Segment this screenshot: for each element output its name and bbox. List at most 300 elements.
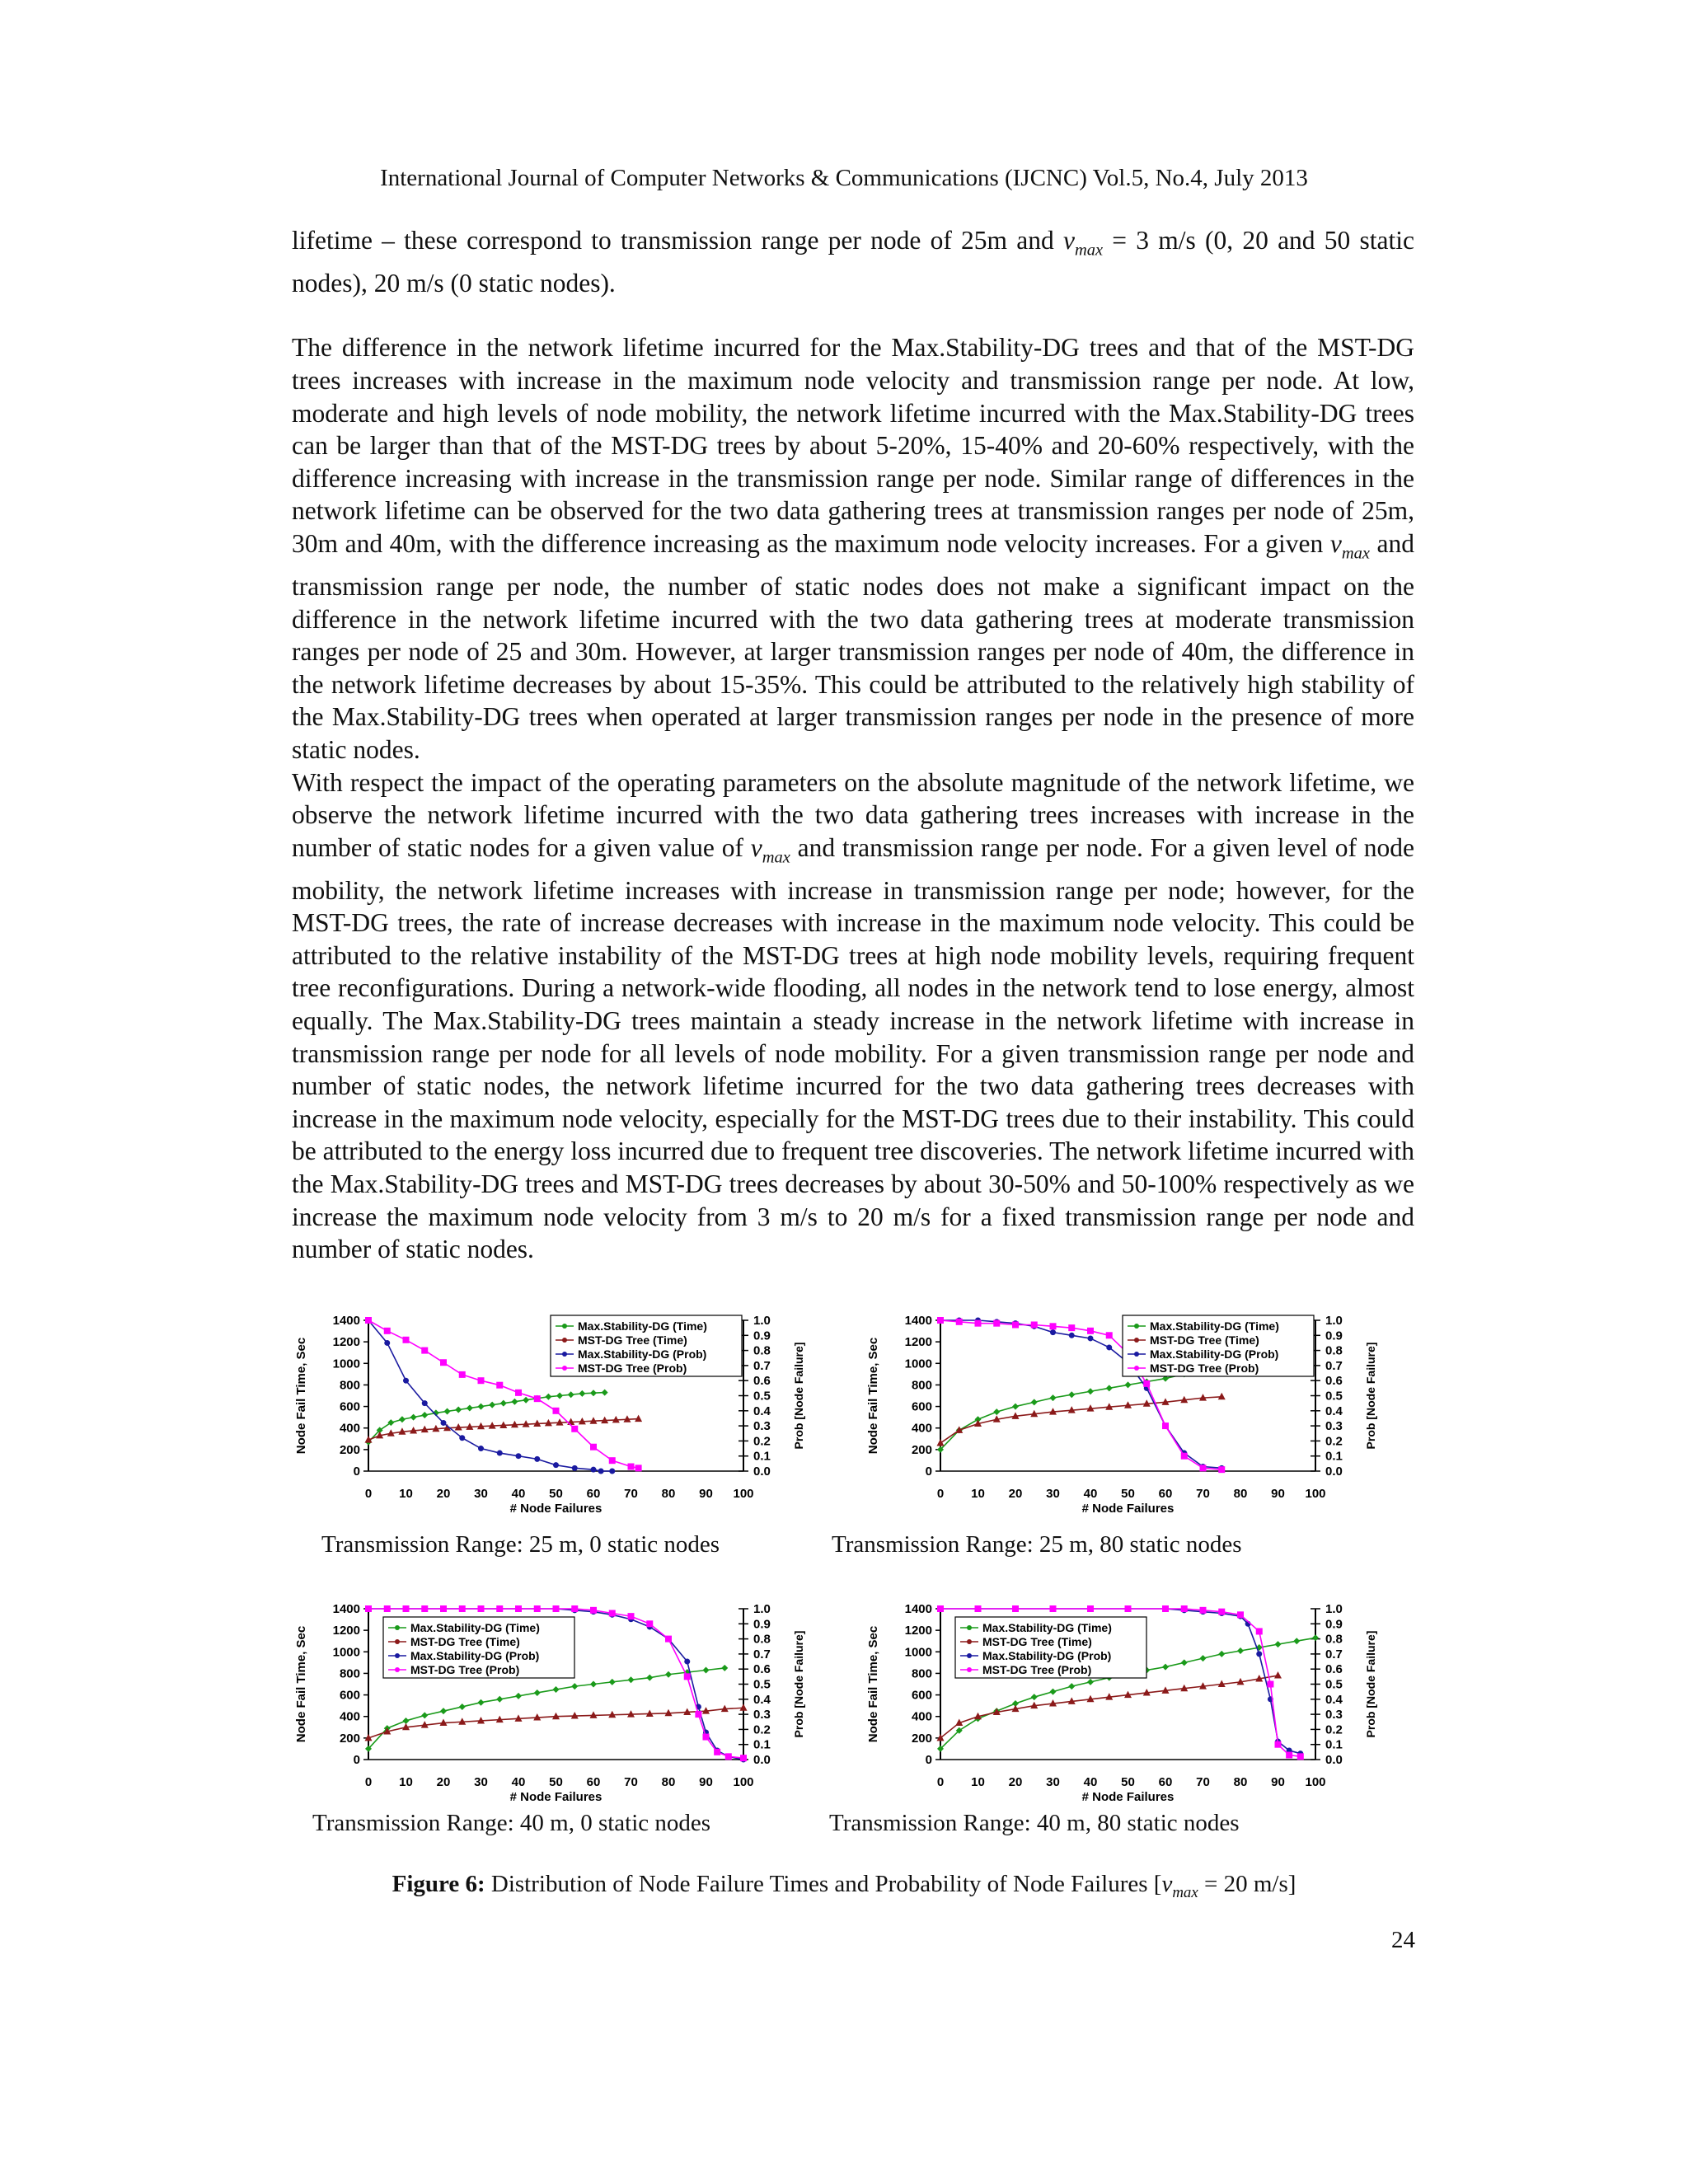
data-point (478, 1699, 485, 1706)
data-point (1031, 1321, 1038, 1328)
data-point (695, 1711, 701, 1718)
data-point (1068, 1683, 1075, 1690)
x-tick-label: 60 (586, 1487, 601, 1501)
data-point (553, 1605, 560, 1612)
y-tick-label: 1400 (332, 1602, 360, 1616)
y2-tick-label: 0.3 (753, 1419, 771, 1434)
data-point (1237, 1611, 1244, 1618)
data-point (534, 1690, 541, 1696)
y2-tick-label: 0.9 (753, 1329, 771, 1343)
data-point (403, 1718, 410, 1724)
caption-tr40-s80: Transmission Range: 40 m, 80 static nodes (829, 1810, 1240, 1836)
data-point (1312, 1634, 1319, 1641)
y-axis-label: Node Fail Time, Sec (866, 1337, 880, 1455)
data-point (1050, 1394, 1057, 1401)
data-point (1068, 1391, 1075, 1398)
x-tick-label: 50 (549, 1487, 563, 1501)
caption-tr25-s0: Transmission Range: 25 m, 0 static nodes (321, 1531, 720, 1558)
data-point (1125, 1381, 1132, 1388)
data-point (609, 1610, 616, 1616)
y2-tick-label: 0.5 (1325, 1389, 1343, 1404)
x-tick-label: 70 (1196, 1487, 1210, 1501)
legend-label: Max.Stability-DG (Time) (410, 1621, 540, 1634)
chart-tr40-s0 (290, 1599, 826, 1817)
data-point (1087, 1679, 1094, 1685)
x-tick-label: 10 (399, 1775, 413, 1789)
data-point (571, 1683, 578, 1690)
x-tick-label: 20 (1008, 1487, 1023, 1501)
data-point (602, 1390, 608, 1396)
series-line (368, 1668, 724, 1749)
data-point (545, 1394, 551, 1400)
legend-marker (395, 1625, 400, 1630)
data-point (478, 1377, 485, 1384)
data-point (975, 1605, 982, 1612)
y-axis-label: Node Fail Time, Sec (294, 1337, 308, 1455)
y-tick-label: 1000 (332, 1645, 360, 1660)
y-tick-label: 1000 (904, 1645, 932, 1660)
journal-header: International Journal of Computer Networks & Communications (IJCNC) Vol.5, No.4, July 2013 (380, 165, 1308, 191)
x-tick-label: 100 (1305, 1487, 1326, 1501)
y-tick-label: 200 (339, 1731, 360, 1746)
x-axis-label: # Node Failures (1081, 1502, 1175, 1516)
y2-tick-label: 0.4 (753, 1404, 771, 1418)
y2-tick-label: 0.8 (1325, 1343, 1343, 1358)
data-point (1218, 1609, 1225, 1615)
data-point (714, 1749, 720, 1755)
caption-tr40-s0: Transmission Range: 40 m, 0 static nodes (312, 1810, 711, 1836)
data-point (467, 1405, 473, 1412)
data-point (703, 1667, 710, 1674)
data-point (1050, 1329, 1056, 1335)
data-point (628, 1464, 635, 1470)
data-point (403, 1378, 409, 1384)
x-tick-label: 90 (1271, 1487, 1285, 1501)
data-point (410, 1414, 417, 1421)
x-tick-label: 100 (733, 1487, 754, 1501)
data-point (384, 1328, 391, 1334)
legend-marker (562, 1352, 567, 1357)
x-tick-label: 80 (1233, 1775, 1248, 1789)
data-point (740, 1755, 747, 1761)
data-point (1181, 1659, 1188, 1666)
y-tick-label: 1000 (332, 1357, 360, 1371)
y2-tick-label: 0.3 (1325, 1708, 1343, 1722)
y2-tick-label: 1.0 (1325, 1602, 1343, 1616)
y2-axis-label: Prob [Node Failure] (792, 1342, 805, 1450)
data-point (1256, 1651, 1262, 1657)
x-tick-label: 70 (624, 1487, 638, 1501)
data-point (1274, 1671, 1282, 1679)
data-point (628, 1676, 635, 1683)
x-tick-label: 70 (624, 1775, 638, 1789)
data-point (1012, 1404, 1019, 1410)
data-point (403, 1337, 410, 1343)
data-point (1200, 1607, 1207, 1614)
x-tick-label: 50 (1121, 1775, 1135, 1789)
legend-label: MST-DG Tree (Time) (410, 1635, 520, 1648)
y-tick-label: 600 (911, 1688, 932, 1703)
data-point (500, 1400, 507, 1407)
data-point (1293, 1638, 1300, 1644)
y-tick-label: 1400 (904, 1314, 932, 1328)
data-point (1162, 1605, 1169, 1612)
data-point (937, 1605, 944, 1612)
chart-tr25-s80 (862, 1310, 1398, 1529)
data-point (1256, 1628, 1263, 1634)
y2-axis-label: Prob [Node Failure] (792, 1630, 805, 1738)
data-point (721, 1665, 728, 1671)
legend-label: Max.Stability-DG (Prob) (982, 1649, 1112, 1662)
legend-marker (562, 1366, 567, 1371)
legend-marker (395, 1639, 400, 1644)
legend-label: Max.Stability-DG (Time) (578, 1319, 707, 1333)
chart-tr25-s0 (290, 1310, 826, 1529)
x-tick-label: 80 (1233, 1487, 1248, 1501)
x-axis-label: # Node Failures (1081, 1790, 1175, 1804)
series-line (940, 1675, 1278, 1738)
y2-tick-label: 0.5 (753, 1389, 771, 1404)
data-point (534, 1395, 541, 1402)
x-tick-label: 40 (1083, 1487, 1098, 1501)
data-point (937, 1317, 944, 1324)
data-point (590, 1607, 597, 1614)
legend-marker (1134, 1352, 1139, 1357)
legend-marker (395, 1667, 400, 1672)
data-point (740, 1704, 748, 1711)
y2-tick-label: 0.8 (1325, 1632, 1343, 1647)
y-tick-label: 800 (339, 1666, 360, 1681)
x-tick-label: 100 (733, 1775, 754, 1789)
data-point (516, 1453, 522, 1459)
y-tick-label: 0 (925, 1753, 932, 1767)
y2-tick-label: 0.1 (753, 1449, 771, 1464)
data-point (590, 1444, 597, 1451)
data-point (1267, 1681, 1273, 1688)
data-point (478, 1605, 485, 1612)
data-point (556, 1393, 563, 1399)
y2-tick-label: 0.3 (1325, 1419, 1343, 1434)
data-point (591, 1467, 597, 1473)
data-point (459, 1704, 466, 1710)
data-point (440, 1708, 447, 1714)
data-point (1087, 1388, 1094, 1394)
y2-tick-label: 0.1 (1325, 1737, 1343, 1752)
y-tick-label: 400 (339, 1709, 360, 1724)
data-point (534, 1605, 541, 1612)
legend-label: MST-DG Tree (Prob) (578, 1361, 687, 1375)
y2-tick-label: 0.7 (1325, 1358, 1343, 1373)
data-point (1068, 1324, 1075, 1331)
x-tick-label: 10 (971, 1775, 985, 1789)
figure-caption (0, 1871, 1688, 1902)
legend-label: Max.Stability-DG (Time) (982, 1621, 1112, 1634)
y-tick-label: 0 (353, 1753, 360, 1767)
data-point (553, 1686, 560, 1693)
data-point (553, 1408, 560, 1414)
data-point (609, 1469, 615, 1474)
y2-tick-label: 0.2 (1325, 1722, 1343, 1737)
y-tick-label: 0 (925, 1465, 932, 1479)
x-tick-label: 30 (474, 1487, 488, 1501)
data-point (725, 1753, 732, 1760)
y-tick-label: 400 (339, 1421, 360, 1436)
data-point (534, 1456, 540, 1462)
legend-label: MST-DG Tree (Time) (982, 1635, 1092, 1648)
data-point (1050, 1605, 1057, 1612)
y-tick-label: 1400 (332, 1314, 360, 1328)
y-tick-label: 800 (339, 1378, 360, 1393)
data-point (1012, 1321, 1019, 1328)
data-point (489, 1402, 495, 1408)
paragraph-1: lifetime – these correspond to transmission range per node of 25m and $v_{max} = 3$ m/s (0, 20 and 50 static nodes), 20 m/s (0 static nodes). (292, 226, 1414, 298)
data-point (590, 1681, 597, 1688)
data-point (1069, 1333, 1075, 1338)
data-point (684, 1659, 690, 1665)
y-tick-label: 400 (911, 1421, 932, 1436)
data-point (496, 1696, 503, 1703)
y-tick-label: 800 (911, 1378, 932, 1393)
legend-label: MST-DG Tree (Time) (578, 1333, 687, 1347)
y2-tick-label: 0.4 (1325, 1692, 1343, 1707)
legend-label: Max.Stability-DG (Prob) (578, 1347, 707, 1361)
y2-tick-label: 0.5 (753, 1677, 771, 1692)
x-tick-label: 20 (436, 1775, 451, 1789)
data-point (515, 1693, 522, 1699)
data-point (1162, 1422, 1169, 1429)
data-point (1088, 1335, 1094, 1341)
data-point (703, 1734, 710, 1741)
x-tick-label: 60 (1158, 1775, 1173, 1789)
data-point (684, 1673, 691, 1680)
data-point (421, 1712, 428, 1718)
data-point (609, 1679, 616, 1685)
y2-tick-label: 0.0 (1325, 1753, 1343, 1767)
y2-tick-label: 0.5 (1325, 1677, 1343, 1692)
legend-marker (967, 1653, 972, 1658)
data-point (511, 1399, 518, 1405)
data-point (421, 1605, 428, 1612)
data-point (523, 1397, 529, 1404)
data-point (571, 1426, 578, 1432)
data-point (1218, 1393, 1226, 1400)
x-tick-label: 80 (661, 1775, 676, 1789)
data-point (497, 1451, 503, 1456)
y2-tick-label: 0.0 (753, 1753, 771, 1767)
data-point (1106, 1385, 1113, 1391)
data-point (459, 1371, 466, 1378)
legend-label: Max.Stability-DG (Prob) (1150, 1347, 1279, 1361)
y-axis-label: Node Fail Time, Sec (294, 1625, 308, 1743)
data-point (1275, 1641, 1282, 1647)
x-tick-label: 50 (1121, 1487, 1135, 1501)
series-line (940, 1368, 1221, 1450)
y-tick-label: 1200 (332, 1335, 360, 1350)
y2-tick-label: 0.3 (753, 1708, 771, 1722)
data-point (975, 1320, 982, 1327)
y2-tick-label: 0.6 (1325, 1374, 1343, 1389)
body-text (292, 224, 1414, 1266)
data-point (440, 1605, 447, 1612)
y2-tick-label: 0.7 (753, 1358, 771, 1373)
y2-tick-label: 0.2 (1325, 1434, 1343, 1449)
legend-label: Max.Stability-DG (Time) (1150, 1319, 1279, 1333)
y2-tick-label: 0.2 (753, 1722, 771, 1737)
data-point (646, 1675, 653, 1681)
x-tick-label: 90 (699, 1487, 713, 1501)
chart-tr40-s80 (862, 1599, 1398, 1817)
data-point (421, 1412, 428, 1418)
data-point (1275, 1741, 1282, 1748)
data-point (1106, 1344, 1112, 1350)
data-point (444, 1408, 451, 1414)
y2-tick-label: 0.2 (753, 1434, 771, 1449)
x-tick-label: 40 (511, 1487, 526, 1501)
data-point (459, 1605, 466, 1612)
legend-marker (967, 1667, 972, 1672)
x-tick-label: 40 (511, 1775, 526, 1789)
paragraph-3: With respect the impact of the operating parameters on the absolute magnitude of the network lifetime, we observe the network lifetime incurred with the two data gathering trees increases with increase in the number of static nodes for a given value of $v_{max}$ and transmission range per node. For a given level of node mobility, the network lifetime increases with increase in transmission range per node; however, for the MST-DG trees, the rate of increase decreases with increase in the maximum node velocity. This could be attributed to the relative instability of the MST-DG trees at high node mobility levels, requiring frequent tree reconfigurations. During a network-wide flooding, all nodes in the network tend to lose energy, almost equally. The Max.Stability-DG trees maintain a steady increase in the network lifetime with increase in transmission range per node for all levels of node mobility. For a given transmission range per node and number of static nodes, the network lifetime incurred for the two data gathering trees decreases with increase in the maximum node velocity, especially for the MST-DG trees due to their instability. This could be attributed to the energy loss incurred due to frequent tree discoveries. The network lifetime incurred with the Max.Stability-DG trees and MST-DG trees decreases by about 30-50% and 50-100% respectively as we increase the maximum node velocity from 3 m/s to 20 m/s for a fixed transmission range per node and number of static nodes. (292, 767, 1414, 1264)
y2-tick-label: 0.0 (753, 1465, 771, 1479)
data-point (421, 1347, 428, 1354)
data-point (609, 1457, 616, 1464)
data-point (1106, 1332, 1113, 1338)
legend-marker (1134, 1366, 1139, 1371)
page-number: 24 (1391, 1927, 1415, 1953)
data-point (1050, 1689, 1057, 1695)
data-point (571, 1605, 578, 1612)
x-tick-label: 10 (971, 1487, 985, 1501)
data-point (1125, 1605, 1132, 1612)
data-point (635, 1465, 642, 1471)
data-point (1297, 1753, 1304, 1760)
data-point (1200, 1465, 1207, 1471)
y2-tick-label: 0.9 (1325, 1617, 1343, 1632)
data-point (665, 1671, 672, 1678)
figure-label: Figure 6: (392, 1871, 485, 1897)
data-point (1181, 1605, 1188, 1612)
y-tick-label: 200 (911, 1442, 932, 1457)
y-tick-label: 1200 (904, 1624, 932, 1638)
y2-tick-label: 0.4 (1325, 1404, 1343, 1418)
x-tick-label: 0 (936, 1487, 945, 1501)
legend-label: MST-DG Tree (Time) (1150, 1333, 1259, 1347)
data-point (1087, 1605, 1094, 1612)
x-tick-label: 30 (1046, 1487, 1060, 1501)
data-point (993, 1320, 1000, 1327)
data-point (1181, 1453, 1188, 1460)
y2-tick-label: 0.1 (753, 1737, 771, 1752)
data-point (440, 1359, 447, 1366)
data-point (365, 1317, 372, 1324)
data-point (403, 1605, 410, 1612)
data-point (590, 1390, 597, 1396)
data-point (399, 1416, 406, 1422)
data-point (635, 1415, 642, 1422)
y2-axis-label: Prob [Node Failure] (1364, 1630, 1377, 1738)
x-axis-label: # Node Failures (509, 1502, 603, 1516)
legend-marker (967, 1639, 972, 1644)
series-line (940, 1397, 1221, 1443)
data-point (1087, 1328, 1094, 1334)
y2-tick-label: 0.4 (753, 1692, 771, 1707)
data-point (1012, 1605, 1019, 1612)
data-point (455, 1406, 462, 1413)
legend-marker (1134, 1324, 1139, 1329)
legend-marker (395, 1653, 400, 1658)
legend-label: MST-DG Tree (Prob) (410, 1663, 520, 1676)
data-point (422, 1400, 428, 1406)
y-tick-label: 200 (911, 1731, 932, 1746)
x-tick-label: 60 (1158, 1487, 1173, 1501)
data-point (1162, 1664, 1169, 1671)
data-point (496, 1382, 503, 1389)
y-tick-label: 600 (339, 1399, 360, 1414)
x-tick-label: 20 (1008, 1775, 1023, 1789)
x-tick-label: 90 (1271, 1775, 1285, 1789)
x-tick-label: 10 (399, 1487, 413, 1501)
x-tick-label: 30 (1046, 1775, 1060, 1789)
figure-caption-text: Distribution of Node Failure Times and Probability of Node Failures [$v_{max} = 20$ m/s] (490, 1871, 1296, 1901)
x-tick-label: 100 (1305, 1775, 1326, 1789)
data-point (1143, 1380, 1150, 1387)
data-point (1200, 1655, 1207, 1661)
data-point (568, 1391, 574, 1398)
y2-tick-label: 1.0 (1325, 1314, 1343, 1328)
data-point (628, 1613, 635, 1619)
y2-tick-label: 0.7 (753, 1647, 771, 1661)
y-axis-label: Node Fail Time, Sec (866, 1625, 880, 1743)
data-point (579, 1390, 585, 1397)
data-point (384, 1605, 391, 1612)
data-point (515, 1605, 522, 1612)
x-tick-label: 30 (474, 1775, 488, 1789)
y-tick-label: 200 (339, 1442, 360, 1457)
x-tick-label: 0 (936, 1775, 945, 1789)
data-point (441, 1420, 447, 1426)
y2-axis-label: Prob [Node Failure] (1364, 1342, 1377, 1450)
data-point (646, 1620, 653, 1627)
y2-tick-label: 0.6 (753, 1374, 771, 1389)
y2-tick-label: 0.9 (753, 1617, 771, 1632)
x-tick-label: 40 (1083, 1775, 1098, 1789)
y2-tick-label: 0.8 (753, 1632, 771, 1647)
data-point (665, 1636, 672, 1643)
y-tick-label: 1200 (904, 1335, 932, 1350)
legend-label: MST-DG Tree (Prob) (1150, 1361, 1259, 1375)
y-tick-label: 600 (911, 1399, 932, 1414)
x-tick-label: 20 (436, 1487, 451, 1501)
legend-marker (562, 1324, 567, 1329)
data-point (553, 1462, 559, 1468)
y-tick-label: 1000 (904, 1357, 932, 1371)
x-tick-label: 60 (586, 1775, 601, 1789)
y-tick-label: 0 (353, 1465, 360, 1479)
y2-tick-label: 0.8 (753, 1343, 771, 1358)
paragraph-2: The difference in the network lifetime incurred for the Max.Stability-DG trees and that of the MST-DG trees increases with increase in the maximum node velocity and transmission range per node. At low, moderate and high levels of node mobility, the network lifetime incurred with the Max.Stability-DG trees can be larger than that of the MST-DG trees by about 5-20%, 15-40% and 20-60% respectively, with the difference increasing with increase in the transmission range per node. Similar range of differences in the network lifetime can be observed for the two data gathering trees at transmission ranges per node of 25m, 30m and 40m, with the difference increasing as the maximum node velocity increases. For a given $v_{max}$ and transmission range per node, the number of static nodes does not make a significant impact on the difference in the network lifetime incurred with the two data gathering trees at moderate transmission ranges per node of 25 and 30m. However, at larger transmission ranges per node of 40m, the difference in the network lifetime decreases by about 15-35%. This could be attributed to the relatively high stability of the Max.Stability-DG trees when operated at larger transmission ranges per node in the presence of more static nodes. (292, 333, 1414, 764)
x-tick-label: 0 (364, 1775, 373, 1789)
data-point (384, 1340, 390, 1346)
data-point (1286, 1752, 1292, 1759)
y2-tick-label: 0.6 (1325, 1662, 1343, 1677)
y2-tick-label: 1.0 (753, 1314, 771, 1328)
data-point (478, 1446, 484, 1451)
y2-tick-label: 1.0 (753, 1602, 771, 1616)
data-point (365, 1605, 372, 1612)
data-point (1031, 1694, 1038, 1700)
x-axis-label: # Node Failures (509, 1790, 603, 1804)
legend-marker (967, 1625, 972, 1630)
